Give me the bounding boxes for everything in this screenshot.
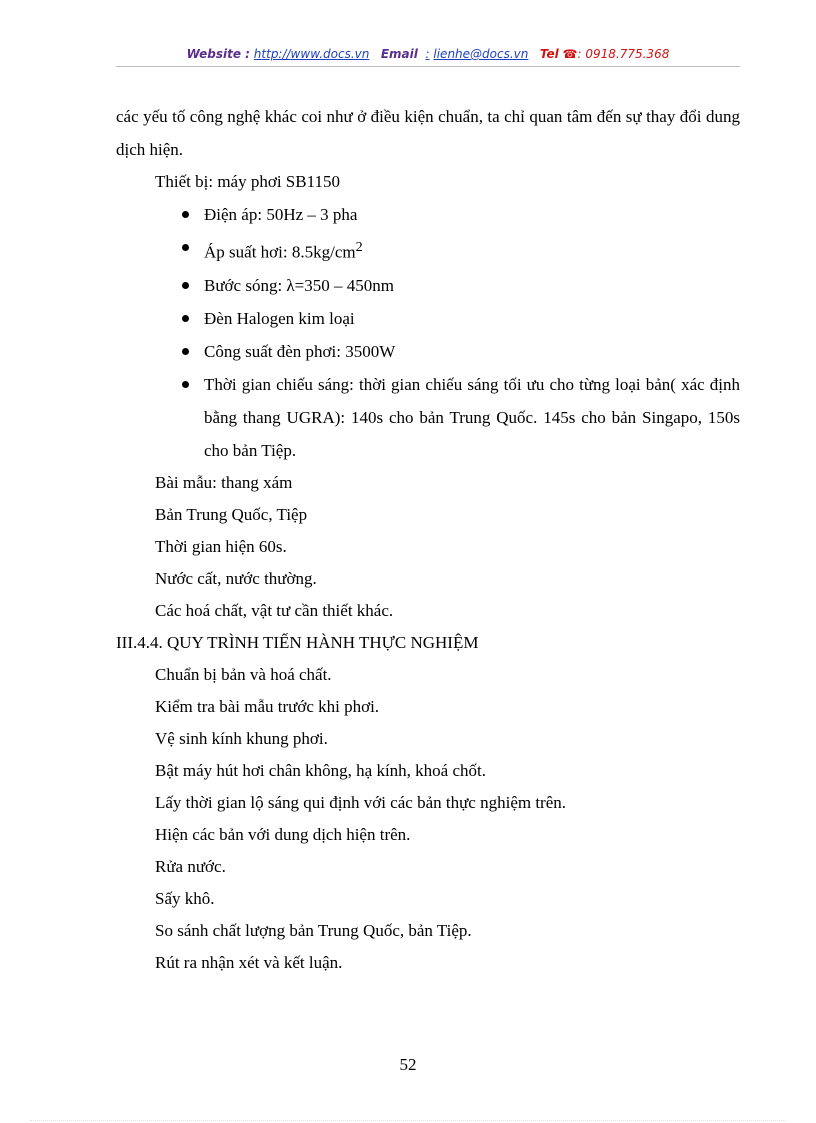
email-separator: : [425,47,430,61]
footer-divider [30,1120,786,1121]
material-item: Bản Trung Quốc, Tiệp [155,504,308,524]
step-item: Hiện các bản với dung dịch hiện trên. [155,824,411,844]
bullet-icon [182,282,189,289]
step-item: Bật máy hút hơi chân không, hạ kính, khoá chốt. [155,760,486,780]
list-item: Áp suất hơi: $8.5kg/cm^2$ [204,231,740,269]
bullet-icon [182,315,189,322]
website-label: Website : [186,47,250,61]
list-item: Công suất đèn phơi: 3500W [204,335,740,368]
list-item: Đèn Halogen kim loại [204,302,740,335]
step-item: Rửa nước. [155,856,226,876]
bullet-icon [182,381,189,388]
step-item: Lấy thời gian lộ sáng qui định với các bản thực nghiệm trên. [155,792,567,812]
section-heading: III.4.4. QUY TRÌNH TIẾN HÀNH THỰC NGHIỆM [116,632,479,652]
bullet-icon [182,348,189,355]
page-content [116,100,740,979]
list-item: Thời gian chiếu sáng: thời gian chiếu sáng tối ưu cho từng loại bản( xác định bằng thang UGRA): 140s cho bản Trung Quốc. 145s cho bản Singapo, 150s cho bản Tiệp. [204,368,740,467]
website-link[interactable]: http://www.docs.vn [253,47,370,61]
material-item: Thời gian hiện 60s. [155,536,287,556]
header-divider [116,66,740,67]
superscript: 2 [355,239,363,255]
bullet-icon [182,211,189,218]
step-item: Chuẩn bị bản và hoá chất. [155,664,332,684]
step-item: Kiểm tra bài mẫu trước khi phơi. [155,696,380,716]
list-item: Bước sóng: λ=350 – 450nm [204,269,740,302]
step-item: Vệ sinh kính khung phơi. [155,728,328,748]
tel-label: Tel [539,47,559,61]
page-header [116,47,740,61]
equipment-title: Thiết bị: máy phơi SB1150 [155,172,340,191]
page-number: 52 [399,1055,417,1074]
step-item: Sấy khô. [155,888,215,908]
phone-icon: ☎ [562,47,578,61]
material-item: Nước cất, nước thường. [155,568,317,588]
material-item: Các hoá chất, vật tư cần thiết khác. [155,600,394,620]
email-label: Email [380,47,418,61]
bullet-icon [182,244,189,251]
list-item: Điện áp: 50Hz – 3 pha [204,198,740,231]
tel-number: : 0918.775.368 [577,47,670,61]
equipment-spec-list [116,198,740,467]
step-item: Rút ra nhận xét và kết luận. [155,952,343,972]
intro-paragraph: các yếu tố công nghệ khác coi như ở điều kiện chuẩn, ta chỉ quan tâm đến sự thay đổi dung dịch hiện. [116,107,740,159]
email-link[interactable]: lienhe@docs.vn [433,47,529,61]
step-item: So sánh chất lượng bản Trung Quốc, bản Tiệp. [155,920,472,940]
material-item: Bài mẫu: thang xám [155,472,293,492]
